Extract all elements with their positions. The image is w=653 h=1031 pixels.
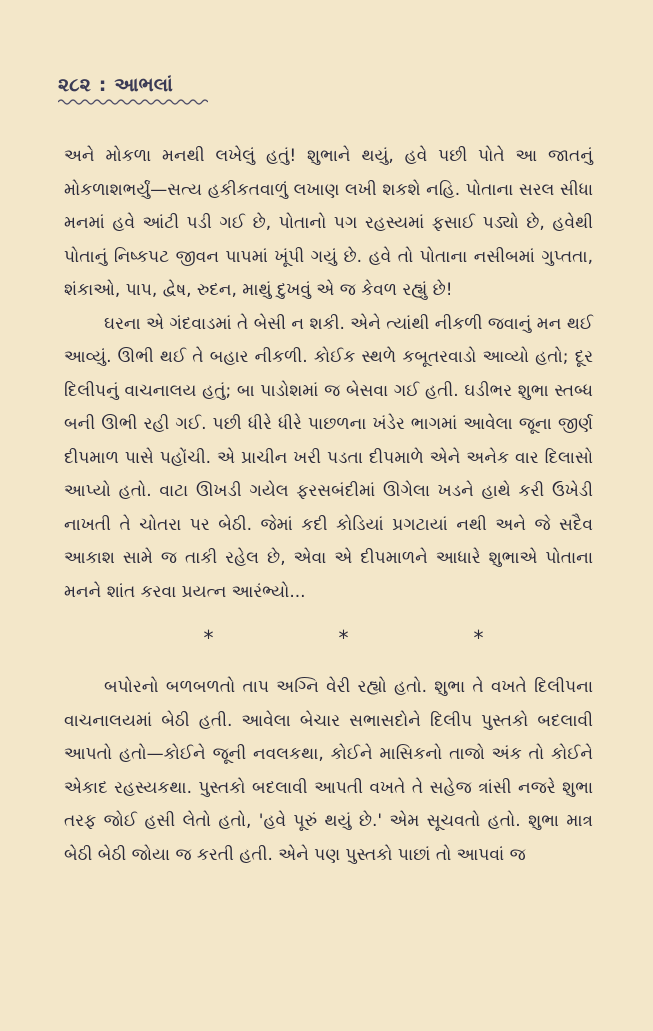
header-separator: : — [98, 74, 107, 96]
book-title: આભલાં — [114, 74, 173, 96]
running-head — [58, 74, 593, 96]
paragraph-continued: અને મોકળા મનથી લખેલું હતું! શુભાને થયું, હવે પછી પોતે આ જાતનું મોકળાશભર્યું—સત્ય હકીકતવાળું લખાણ લખી શકશે નહિ. પોતાના સરલ સીધા મનમાં હવે આંટી પડી ગઈ છે, પોતાનો પગ રહસ્યમાં ફસાઈ પડ્યો છે, હવેથી પોતાનું નિષ્કપટ જીવન પાપમાં ખૂંપી ગયું છે. હવે તો પોતાના નસીબમાં ગુપ્તતા, શંકાઓ, પાપ, દ્વેષ, રુદન, માથું દુખવું એ જ કેવળ રહ્યું છે! — [64, 146, 593, 300]
paragraph-garden-scene: ઘરના એ ગંદવાડમાં તે બેસી ન શકી. એને ત્યાંથી નીકળી જવાનું મન થઈ આવ્યું. ઊભી થઈ તે બહાર નીકળી. કોઈક સ્થળે કબૂતરવાડો આવ્યો હતો; દૂર દિલીપનું વાચનાલય હતું; બા પાડોશમાં જ બેસવા ગઈ હતી. ઘડીભર શુભા સ્તબ્ધ બની ઊભી રહી ગઈ. પછી ધીરે ધીરે પાછળના ખંડેર ભાગમાં આવેલા જૂના જીર્ણ દીપમાળ પાસે પહોંચી. એ પ્રાચીન ખરી પડતા દીપમાળે એને અનેક વાર દિલાસો આપ્યો હતો. વાટા ઊખડી ગયેલ ફરસબંદીમાં ઊગેલા ખડને હાથે કરી ઉખેડી નાખતી તે ચોતરા પર બેઠી. જેમાં કદી કોડિયાં પ્રગટાયાં નથી અને જે સદૈવ આકાશ સામે જ તાકી રહેલ છે, એવા એ દીપમાળને આધારે શુભાએ પોતાના મનને શાંત કરવા પ્રયત્ન આરંભ્યો... — [64, 313, 593, 602]
body-text — [64, 140, 593, 872]
page-number: ૨૮૨ — [58, 74, 91, 96]
asterism-middle: * — [338, 626, 349, 650]
asterism-left: * — [203, 626, 214, 650]
asterism-right: * — [473, 626, 484, 650]
paragraph-library-scene: બપોરનો બળબળતો તાપ અગ્નિ વેરી રહ્યો હતો. શુભા તે વખતે દિલીપના વાચનાલયમાં બેઠી હતી. આવેલા બેચાર સભાસદોને દિલીપ પુસ્તકો બદલાવી આપતો હતો—કોઈને જૂની નવલકથા, કોઈને માસિકનો તાજો અંક તો કોઈને એકાદ રહસ્યકથા. પુસ્તકો બદલાવી આપતી વખતે તે સહેજ ત્રાંસી નજરે શુભા તરફ જોઈ હસી લેતો હતો, 'હવે પૂરું થયું છે.' એમ સૂચવતો હતો. શુભા માત્ર બેઠી બેઠી જોયા જ કરતી હતી. એને પણ પુસ્તકો પાછાં તો આપવાં જ — [64, 677, 593, 865]
wavy-underline — [58, 98, 208, 106]
section-break — [174, 623, 484, 653]
